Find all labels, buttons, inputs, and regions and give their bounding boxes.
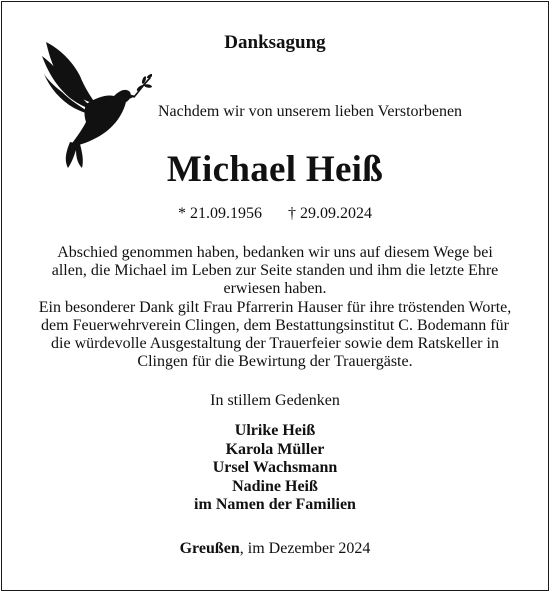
family-signatures	[2, 422, 548, 515]
thanks-text	[38, 244, 512, 371]
closing-date: , im Dezember 2024	[239, 540, 371, 557]
thanks-paragraph-1: Abschied genommen haben, bedanken wir uns auf diesem Wege bei allen, die Michael im Leben zur Seite standen und ihm die letzte Ehre erwiesen haben.	[51, 244, 499, 298]
notice-heading: Danksagung	[224, 32, 326, 53]
family-member: Ursel Wachsmann	[212, 459, 338, 477]
memory-line: In stillem Gedenken	[210, 392, 340, 409]
intro-line: Nachdem wir von unserem lieben Verstorbenen	[158, 103, 463, 120]
closing-place: Greußen	[179, 540, 240, 557]
family-member: Karola Müller	[225, 440, 325, 458]
life-dates	[2, 205, 548, 223]
family-note: im Namen der Familien	[194, 496, 356, 514]
family-member: Ulrike Heiß	[234, 422, 316, 439]
family-member: Nadine Heiß	[232, 477, 318, 495]
obituary-notice	[1, 1, 549, 591]
deceased-name: Michael Heiß	[166, 149, 384, 190]
thanks-paragraph-2: Ein besonderer Dank gilt Frau Pfarrerin Hauser für ihre tröstenden Worte, dem Feuerwehrverein Clingen, dem Bestattungsinstitut C. Bodemann für die würdevolle Ausgestaltung der Trauerfeier sowie dem Ratskeller in Clingen für die Bewirtung der Trauergäste.	[38, 298, 512, 371]
death-date: † 29.09.2024	[288, 205, 372, 222]
birth-date: * 21.09.1956	[178, 205, 262, 222]
closing-line	[2, 540, 548, 558]
